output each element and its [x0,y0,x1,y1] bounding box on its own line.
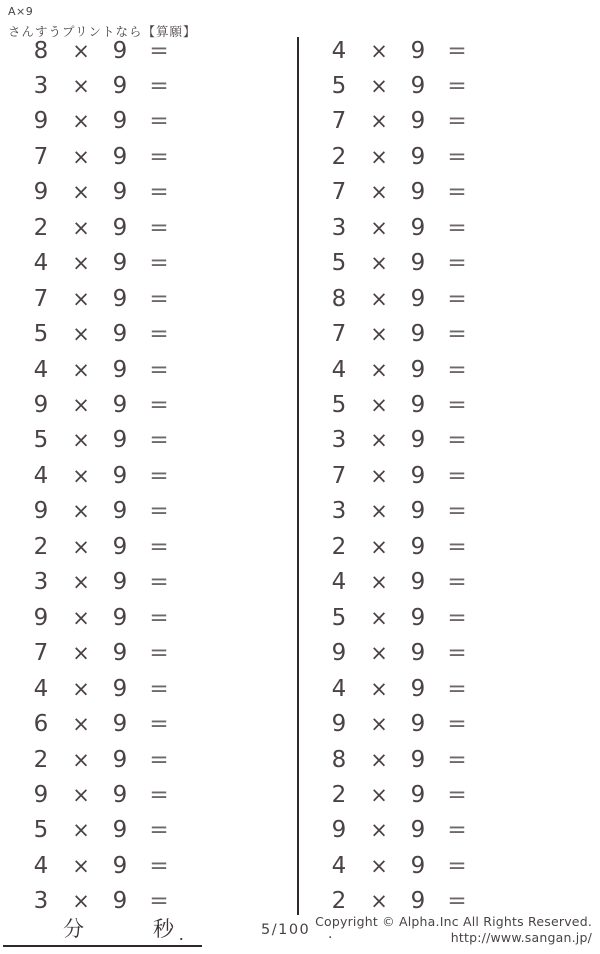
multiplicand: 4 [331,37,347,64]
times-icon: × [370,215,388,240]
equals-sign: = [447,782,467,809]
equals-sign: = [447,179,467,206]
problem-row [22,109,180,135]
equals-sign: = [149,711,169,738]
times-icon: × [72,499,90,524]
problem-row [22,570,180,596]
multiplier: 9 [112,356,128,383]
multiplier: 9 [410,782,426,809]
problem-row [22,180,180,206]
problem-row [22,463,180,489]
equals-sign: = [447,640,467,667]
times-icon: × [72,818,90,843]
multiplier: 9 [410,640,426,667]
times-icon: × [72,605,90,630]
problem-row [22,783,180,809]
multiplicand: 9 [33,392,49,419]
multiplier: 9 [112,675,128,702]
multiplier: 9 [410,214,426,241]
multiplicand: 5 [331,250,347,277]
multiplicand: 5 [331,72,347,99]
multiplier: 9 [410,108,426,135]
minutes-label: 分 [63,917,84,941]
multiplier: 9 [410,462,426,489]
multiplier: 9 [410,604,426,631]
equals-sign: = [447,143,467,170]
problem-row [320,676,478,702]
times-icon: × [370,605,388,630]
problem-row [320,286,478,312]
multiplicand: 5 [331,392,347,419]
equals-sign: = [149,285,169,312]
equals-sign: = [447,569,467,596]
problem-row [320,499,478,525]
multiplicand: 3 [331,214,347,241]
times-icon: × [370,853,388,878]
seconds-label: 秒 [153,917,174,941]
times-icon: × [72,393,90,418]
multiplicand: 8 [331,746,347,773]
problem-row [320,712,478,738]
multiplier: 9 [410,533,426,560]
problem-row [22,889,180,915]
problem-row [320,322,478,348]
equals-sign: = [447,37,467,64]
multiplier: 9 [112,711,128,738]
multiplicand: 2 [331,533,347,560]
multiplier: 9 [410,675,426,702]
multiplicand: 2 [33,214,49,241]
times-icon: × [370,463,388,488]
multiplicand: 7 [33,640,49,667]
times-icon: × [370,393,388,418]
times-icon: × [72,38,90,63]
equals-sign: = [149,143,169,170]
problem-row [320,393,478,419]
times-icon: × [72,428,90,453]
equals-sign: = [447,321,467,348]
multiplicand: 5 [33,427,49,454]
multiplicand: 2 [331,143,347,170]
seconds-period: . [179,924,184,944]
multiplier: 9 [410,852,426,879]
problem-row [320,534,478,560]
times-icon: × [370,783,388,808]
multiplicand: 9 [33,604,49,631]
equals-sign: = [149,782,169,809]
problem-row [320,889,478,915]
multiplicand: 9 [33,108,49,135]
multiplicand: 7 [331,108,347,135]
problem-row [320,570,478,596]
multiplier: 9 [410,37,426,64]
problems-column-left [22,38,180,915]
multiplicand: 7 [33,285,49,312]
problem-row [22,853,180,879]
times-icon: × [370,73,388,98]
column-divider-line [297,37,299,915]
problem-row [320,818,478,844]
multiplicand: 4 [33,852,49,879]
equals-sign: = [447,888,467,915]
problem-row [320,144,478,170]
problem-row [22,73,180,99]
multiplier: 9 [112,888,128,915]
times-icon: × [72,180,90,205]
times-icon: × [72,641,90,666]
multiplicand: 8 [33,37,49,64]
multiplicand: 7 [331,321,347,348]
problem-row [320,357,478,383]
multiplicand: 7 [331,462,347,489]
problem-row [22,534,180,560]
problem-row [22,818,180,844]
times-icon: × [370,747,388,772]
page-number: 5/100 [261,922,311,938]
times-icon: × [370,818,388,843]
equals-sign: = [149,498,169,525]
problem-row [22,641,180,667]
problem-row [320,251,478,277]
multiplier: 9 [410,179,426,206]
multiplier: 9 [410,285,426,312]
multiplicand: 4 [331,852,347,879]
equals-sign: = [447,604,467,631]
equals-sign: = [447,462,467,489]
problem-row [320,641,478,667]
equals-sign: = [149,569,169,596]
time-answer-line [3,918,202,947]
equals-sign: = [149,427,169,454]
times-icon: × [72,712,90,737]
equals-sign: = [149,72,169,99]
multiplicand: 4 [33,462,49,489]
multiplicand: 2 [331,888,347,915]
multiplicand: 6 [33,711,49,738]
multiplicand: 4 [33,675,49,702]
times-icon: × [72,853,90,878]
multiplier: 9 [410,72,426,99]
multiplicand: 9 [331,817,347,844]
multiplicand: 4 [33,356,49,383]
times-icon: × [72,889,90,914]
multiplier: 9 [112,321,128,348]
equals-sign: = [447,427,467,454]
equals-sign: = [149,675,169,702]
multiplier: 9 [112,214,128,241]
copyright-url: http://www.sangan.jp/ [450,930,592,946]
multiplier: 9 [112,640,128,667]
worksheet-code: A×9 [8,5,34,18]
equals-sign: = [447,392,467,419]
equals-sign: = [149,746,169,773]
multiplier: 9 [112,179,128,206]
equals-sign: = [149,462,169,489]
times-icon: × [370,676,388,701]
equals-sign: = [447,498,467,525]
multiplicand: 7 [33,143,49,170]
times-icon: × [370,286,388,311]
times-icon: × [72,747,90,772]
multiplier: 9 [410,392,426,419]
equals-sign: = [149,356,169,383]
times-icon: × [370,144,388,169]
multiplier: 9 [410,321,426,348]
times-icon: × [72,534,90,559]
equals-sign: = [447,675,467,702]
equals-sign: = [149,533,169,560]
multiplier: 9 [112,817,128,844]
multiplicand: 9 [331,711,347,738]
problem-row [22,322,180,348]
multiplier: 9 [410,746,426,773]
times-icon: × [370,570,388,595]
multiplier: 9 [410,569,426,596]
times-icon: × [370,712,388,737]
multiplicand: 9 [33,179,49,206]
multiplier: 9 [112,143,128,170]
multiplier: 9 [410,888,426,915]
multiplicand: 9 [33,782,49,809]
times-icon: × [72,144,90,169]
problems-column-right [320,38,478,915]
multiplier: 9 [112,108,128,135]
times-icon: × [72,109,90,134]
times-icon: × [370,109,388,134]
problem-row [22,676,180,702]
multiplicand: 3 [331,427,347,454]
equals-sign: = [149,108,169,135]
equals-sign: = [149,604,169,631]
multiplier: 9 [112,462,128,489]
times-icon: × [72,215,90,240]
multiplier: 9 [112,285,128,312]
problem-row [22,393,180,419]
multiplier: 9 [112,250,128,277]
multiplier: 9 [410,427,426,454]
multiplicand: 4 [331,356,347,383]
multiplier: 9 [112,37,128,64]
equals-sign: = [447,746,467,773]
problem-row [320,109,478,135]
equals-sign: = [447,817,467,844]
times-icon: × [370,499,388,524]
multiplicand: 5 [33,321,49,348]
multiplier: 9 [410,250,426,277]
problem-row [22,428,180,454]
multiplier: 9 [112,852,128,879]
times-icon: × [370,180,388,205]
multiplier: 9 [112,392,128,419]
multiplicand: 2 [33,746,49,773]
times-icon: × [370,889,388,914]
equals-sign: = [149,392,169,419]
equals-sign: = [149,817,169,844]
equals-sign: = [447,356,467,383]
equals-sign: = [149,250,169,277]
multiplier: 9 [112,746,128,773]
multiplier: 9 [112,533,128,560]
equals-sign: = [149,852,169,879]
times-icon: × [72,676,90,701]
multiplier: 9 [112,569,128,596]
multiplier: 9 [410,498,426,525]
equals-sign: = [149,37,169,64]
times-icon: × [370,534,388,559]
problem-row [22,499,180,525]
multiplier: 9 [410,711,426,738]
multiplicand: 3 [331,498,347,525]
multiplicand: 5 [331,604,347,631]
times-icon: × [72,322,90,347]
problem-row [320,605,478,631]
times-icon: × [370,38,388,63]
multiplicand: 2 [331,782,347,809]
problem-row [22,215,180,241]
problem-row [22,38,180,64]
multiplier: 9 [410,817,426,844]
times-icon: × [72,73,90,98]
times-icon: × [72,286,90,311]
problem-row [22,286,180,312]
problem-row [22,357,180,383]
problem-row [320,463,478,489]
header [8,5,197,40]
problem-row [320,853,478,879]
multiplicand: 5 [33,817,49,844]
equals-sign: = [447,711,467,738]
times-icon: × [72,463,90,488]
times-icon: × [370,641,388,666]
multiplicand: 2 [33,533,49,560]
multiplicand: 3 [33,72,49,99]
multiplier: 9 [112,782,128,809]
problem-row [22,605,180,631]
multiplicand: 4 [331,569,347,596]
problem-row [320,747,478,773]
multiplicand: 7 [331,179,347,206]
problem-row [22,251,180,277]
multiplicand: 3 [33,888,49,915]
problem-row [320,783,478,809]
problem-row [22,747,180,773]
multiplicand: 4 [33,250,49,277]
problem-row [320,73,478,99]
times-icon: × [72,251,90,276]
equals-sign: = [149,321,169,348]
copyright-text: Copyright © Alpha.Inc All Rights Reserved. [315,914,592,929]
footer-dot: . [328,926,333,942]
multiplier: 9 [112,604,128,631]
equals-sign: = [149,888,169,915]
times-icon: × [72,357,90,382]
times-icon: × [72,570,90,595]
equals-sign: = [447,852,467,879]
equals-sign: = [447,108,467,135]
times-icon: × [72,783,90,808]
multiplicand: 4 [331,675,347,702]
problem-row [22,712,180,738]
problem-row [320,215,478,241]
multiplicand: 8 [331,285,347,312]
equals-sign: = [149,179,169,206]
times-icon: × [370,322,388,347]
problem-row [320,38,478,64]
multiplicand: 9 [33,498,49,525]
multiplier: 9 [410,356,426,383]
equals-sign: = [447,285,467,312]
times-icon: × [370,251,388,276]
equals-sign: = [447,250,467,277]
multiplier: 9 [112,427,128,454]
multiplicand: 3 [33,569,49,596]
equals-sign: = [149,640,169,667]
multiplier: 9 [112,498,128,525]
equals-sign: = [447,214,467,241]
equals-sign: = [447,533,467,560]
worksheet-subtitle: さんすうプリントなら【算願】 [8,24,197,39]
problem-row [320,180,478,206]
multiplier: 9 [410,143,426,170]
problem-row [22,144,180,170]
equals-sign: = [149,214,169,241]
times-icon: × [370,357,388,382]
copyright-block [315,914,592,947]
equals-sign: = [447,72,467,99]
multiplier: 9 [112,72,128,99]
problem-row [320,428,478,454]
multiplicand: 9 [331,640,347,667]
times-icon: × [370,428,388,453]
